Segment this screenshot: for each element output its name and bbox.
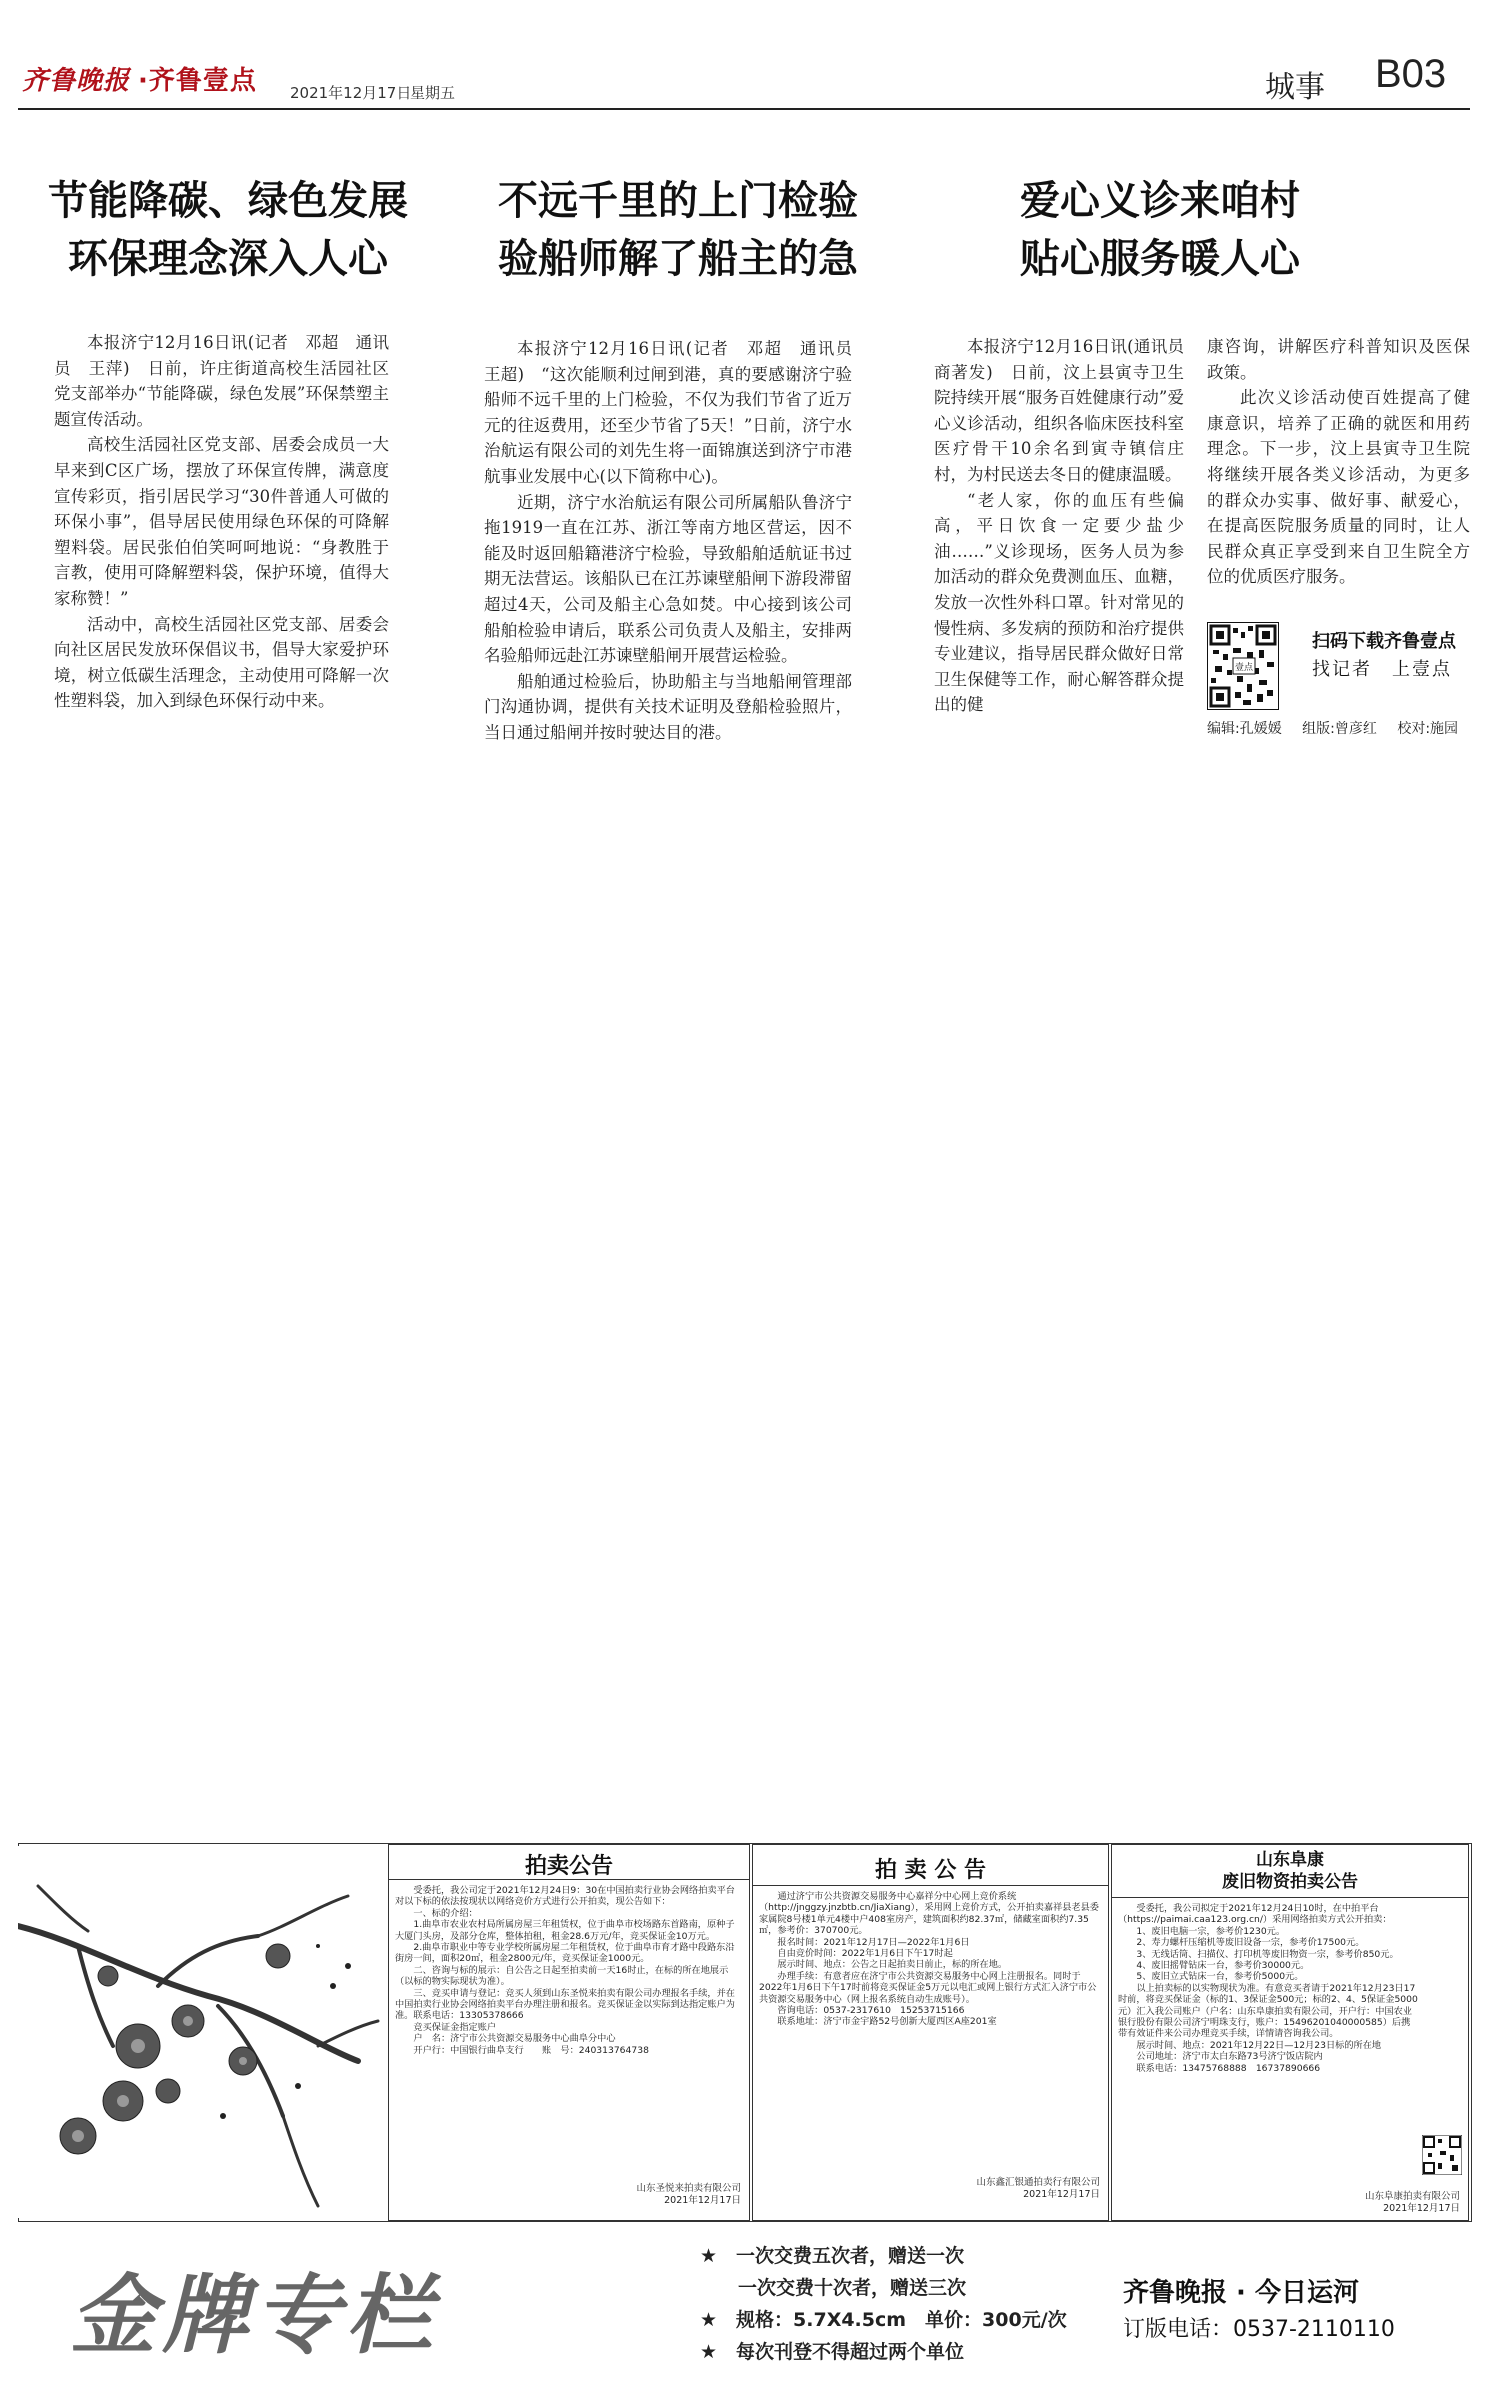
ad-line: 4、废旧摇臂钻床一台，参考价30000元。 [1136,1960,1310,1972]
article-1-paragraph: 活动中，高校生活园社区党支部、居委会向社区居民发放环保倡议书，倡导大家爱护环境，树立低碳生活理念，主动使用可降解一次性塑料袋，加入到绿色环保行动中来。 [54,614,389,711]
newspaper-logo: 齐鲁晚报 [22,66,131,96]
promo-brand: 齐鲁晚报 · 今日运河 [1123,2278,1359,2308]
auction-notice-3-body [1118,1903,1418,2074]
auction-notice-2-title: 拍 卖 公 告 [875,1858,986,1883]
ad-line: 2.曲阜市职业中等专业学校所属房屋二年租赁权，位于曲阜市育才路中段路东沿街房一间，面积20㎡，租金2800元/年，竞买保证金1000元。 [395,1942,735,1965]
ad-line: 竞买保证金指定账户 [413,2021,497,2033]
ad-line: 1、废旧电脑一宗，参考价1230元。 [1136,1925,1286,1937]
promo-phone: 订版电话：0537-2110110 [1123,2317,1395,2342]
issue-date: 2021年12月17日 [290,84,412,102]
ad-title-line2: 废旧物资拍卖公告 [1222,1872,1358,1892]
article-1-paragraph: 本报济宁12月16日讯(记者 邓超 通讯员 王萍) 日前，许庄街道高校生活园社区党支部举办“节能降碳，绿色发展”环保禁塑主题宣传活动。 [54,333,389,429]
article-2-paragraph: 近期，济宁水治航运有限公司所属船队鲁济宁拖1919一直在江苏、浙江等南方地区营运，因不能及时返回船籍港济宁检验，导致船舶适航证书过期无法营运。该船队已在江苏谏壁船闸下游段滞留超过4天，公司及船主心急如焚。中心接到该公司船舶检验申请后，联系公司负责人及船主，安排两名验船师远赴江苏谏壁船闸开展营运检验。 [484,492,852,666]
ad-line: 1.曲阜市农业农村局所属房屋三年租赁权，位于曲阜市校场路东首路南，原种子大厦门头房，及部分仓库，整体拍租，租金28.6万元/年，竞买保证金10万元。 [395,1919,735,1942]
ad-line: 自由竞价时间：2022年1月6日下午17时起 [777,1948,953,1960]
auction-notice-1-title: 拍卖公告 [524,1854,613,1879]
promo-bullet: ★ 一次交费五次者，赠送一次 [700,2245,965,2267]
auction-notice-2 [752,1844,1109,2221]
ad-line: 开户行：中国银行曲阜支行 账 号：240313764738 [413,2044,649,2056]
article-1-body [54,330,389,714]
article-1-headline [28,172,428,288]
ad-line: 咨询电话：0537-2317610 15253715166 [777,2005,965,2017]
auction-notice-3-title [1112,1849,1468,1893]
plum-blossom-painting [18,1846,383,2218]
ad-line: 三、竞买申请与登记：竞买人须到山东圣悦来拍卖有限公司办理报名手续，并在中国拍卖行业协会网络拍卖平台办理注册和报名。竞买保证金以实际到达指定账户为准。联系电话：13305378666 [395,1987,735,2022]
auction-notice-3 [1111,1844,1469,2221]
auction-notice-2-signature [760,2177,1100,2201]
ad-line: 户 名：济宁市公共资源交易服务中心曲阜分中心 [413,2033,616,2045]
page-header [0,0,1487,110]
promo-title: 金牌专栏 [70,2265,438,2366]
article-3-paragraph: 康咨询，讲解医疗科普知识及医保政策。 [1207,337,1470,382]
article-2-paragraph: 本报济宁12月16日讯(记者 邓超 通讯员 王超) “这次能顺利过闸到港，真的要感谢济宁验船师不远千里的上门检验，不仅为我们节省了近万元的往返费用，还至少节省了5天！”日前，济宁水治航运有限公司的刘先生将一面锦旗送到济宁市港航事业发展中心(以下简称中心)。 [484,339,869,486]
page-credits [1207,718,1474,738]
ad-date: 2021年12月17日 [1383,2203,1460,2214]
article-2-headline [458,172,898,288]
article-3-paragraph: “老人家，你的血压有些偏高，平日饮食一定要少盐少油……”义诊现场，医务人员为参加活动的群众免费测血压、血糖，发放一次性外科口罩。针对常见的慢性病、多发病的预防和治疗提供专业建议，指导居民群众做好日常卫生保健等工作，耐心解答群众提出的健 [934,490,1184,715]
auction-notice-2-body [759,1891,1101,2028]
qr-code-icon[interactable] [1207,622,1279,710]
article-2-paragraph: 船舶通过检验后，协助船主与当地船闸管理部门沟通协调，提供有关技术证明及登船检验照片，当日通过船闸并按时驶达目的港。 [484,671,852,742]
ad-line: 以上拍卖标的以实物现状为准。有意竞买者请于2021年12月23日17时前，将竞买保证金（标的1、3保证金500元；标的2、4、5保证金5000元）汇入我公司账户（户名：山东阜康拍卖有限公司，开户行：中国农业银行股份有限公司济宁明珠支行，账户：15496201040000585）后携带有效证件来公司办理竞买手续，详情请咨询我公司。 [1118,1982,1418,2040]
auction-notice-1-signature [401,2183,741,2207]
article-3-headline-line2: 贴心服务暖人心 [1020,235,1300,282]
ad-date: 2021年12月17日 [1023,2189,1100,2200]
ad-line: 联系地址：济宁市金宇路52号创新大厦西区A座201室 [777,2016,997,2028]
ad-signer: 山东圣悦来拍卖有限公司 [636,2183,741,2194]
credit-editor: 编辑:孔媛媛 [1207,721,1282,737]
ad-line: 一、标的介绍： [413,1907,478,1919]
ad-line: 办理手续：有意者应在济宁市公共资源交易服务中心网上注册报名。同时于2022年1月6日下午17时前将竞买保证金5万元以电汇或网上银行方式汇入济宁市公共资源交易服务中心（网上报名系统自动生成账号）。 [759,1970,1097,2005]
ad-signer: 山东鑫汇银通拍卖行有限公司 [976,2177,1100,2188]
ad-line: 二、咨询与标的展示：自公告之日起至拍卖前一天16时止，在标的所在地展示（以标的物实际现状为准）。 [395,1964,729,1988]
article-1-headline-line2: 环保理念深入人心 [68,235,388,282]
ad-date: 2021年12月17日 [664,2195,741,2206]
credit-layout: 组版:曾彦红 [1302,721,1377,737]
article-2-headline-line1: 不远千里的上门检验 [498,177,858,224]
article-3-paragraph: 此次义诊活动使百姓提高了健康意识，培养了正确的就医和用药理念。下一步，汶上县寅寺卫生院将继续开展各类义诊活动，为更多的群众办实事、做好事、献爱心，在提高医院服务质量的同时，让人民群众真正享受到来自卫生院全方位的优质医疗服务。 [1207,388,1470,587]
auction-notice-1-body [395,1885,741,2056]
ad-line: 报名时间：2021年12月17日—2022年1月6日 [777,1936,970,1948]
article-2-headline-line2: 验船师解了船主的急 [498,235,858,282]
ad-line: 通过济宁市公共资源交易服务中心嘉祥分中心网上竞价系统（http://jnggzy.jnzbtb.cn/JiaXiang），采用网上竞价方式，公开拍卖嘉祥县老县委家属院8号楼1单元4楼中户408室房产，建筑面积约82.37㎡，储藏室面积约7.35㎡，参考价：370700元。 [759,1891,1099,1937]
qr-caption-reporter: 找记者 上壹点 [1312,659,1452,680]
promo-bullet: ★ 规格：5.7X4.5cm 单价：300元/次 [700,2309,1067,2331]
ad-title-line1: 山东阜康 [1256,1850,1324,1870]
qr-badge-text: 壹点 [1234,663,1254,673]
ad-line: 5、废旧立式钻床一台，参考价5000元。 [1136,1971,1304,1983]
article-3-headline-line1: 爱心义诊来咱村 [1020,177,1300,224]
issue-weekday: 星期五 [410,84,456,102]
article-3-body-col2 [1207,334,1470,590]
app-logo: ·齐鲁壹点 [138,66,257,96]
ad-line: 联系电话：13475768888 16737890666 [1136,2062,1321,2074]
header-rule [18,108,1470,110]
article-3-body-col1 [934,334,1201,718]
ad-line: 展示时间、地点：公告之日起拍卖日前止，标的所在地。 [777,1959,1008,1971]
ad-line: 公司地址：济宁市太白东路73号济宁饭店院内 [1136,2051,1323,2063]
divider [1112,1897,1468,1898]
article-3-paragraph: 本报济宁12月16日讯(通讯员 商著发) 日前，汶上县寅寺卫生院持续开展“服务百姓健康行动”爱心义诊活动，组织各临床医技科室医疗骨干10余名到寅寺镇信庄村，为村民送去冬日的健康温暖。 [934,337,1201,484]
auction-notice-1 [388,1844,750,2221]
credit-proof: 校对:施园 [1397,721,1459,737]
page-number: B03 [1375,52,1447,96]
ad-line: 3、无线话筒、扫描仪、打印机等废旧物资一宗，参考价850元。 [1136,1948,1399,1960]
ad-line: 2、寿力螺杆压缩机等废旧设备一宗，参考价17500元。 [1136,1937,1365,1949]
divider [753,1885,1108,1886]
qr-code-icon[interactable] [1422,2135,1462,2175]
article-1-paragraph: 高校生活园社区党支部、居委会成员一大早来到C区广场，摆放了环保宣传牌，满意度宣传彩页，指引居民学习“30件普通人可做的环保小事”，倡导居民使用绿色环保的可降解塑料袋。居民张伯伯笑呵呵地说：“身教胜于言教，使用可降解塑料袋，保护环境，值得大家称赞！” [54,435,389,608]
section-name: 城事 [1265,70,1325,105]
divider [389,1879,749,1880]
article-2-body [484,336,869,746]
ad-line: 展示时间、地点：2021年12月22日—12月23日标的所在地 [1136,2039,1382,2051]
ad-line: 受委托，我公司拟定于2021年12月24日10时，在中拍平台（https://paimai.caa123.org.cn/）采用网络拍卖方式公开拍卖： [1118,1903,1392,1926]
ad-signer: 山东阜康拍卖有限公司 [1364,2191,1460,2202]
article-3-headline [940,172,1380,288]
qr-caption-download: 扫码下载齐鲁壹点 [1312,631,1456,652]
auction-notice-3-signature [1120,2191,1460,2215]
promo-bullets [700,2240,1067,2368]
promo-bullet: ★ 每次刊登不得超过两个单位 [700,2341,965,2363]
ad-line: 受委托，我公司定于2021年12月24日9：30在中国拍卖行业协会网络拍卖平台对以下标的依法按现状以网络竞价方式进行公开拍卖，现公告如下： [395,1885,735,1908]
promo-bullet: 一次交费十次者，赠送三次 [700,2277,967,2299]
article-1-headline-line1: 节能降碳、绿色发展 [48,177,408,224]
